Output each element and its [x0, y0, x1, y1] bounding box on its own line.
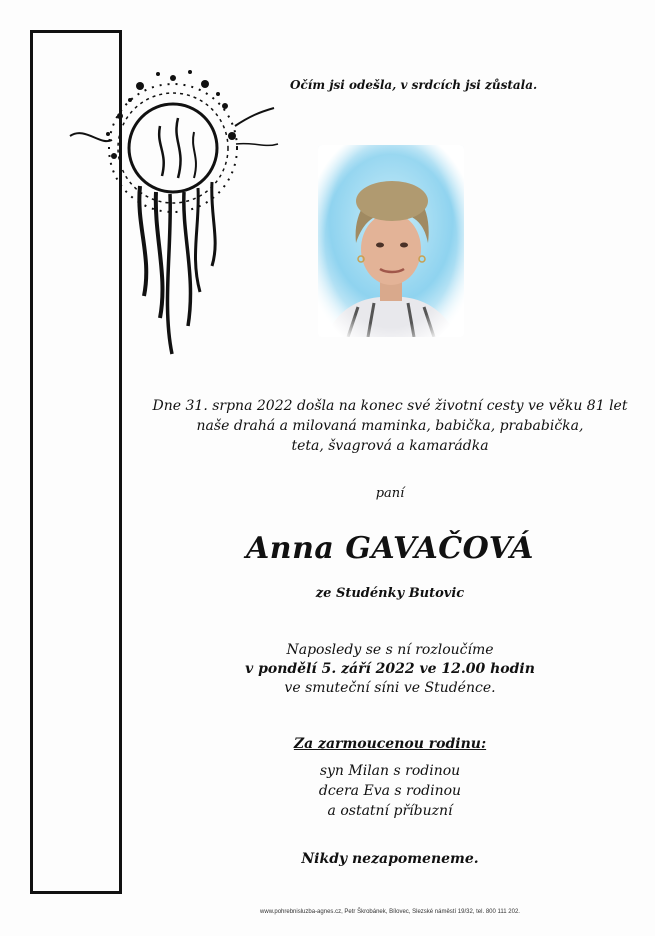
announcement-line: teta, švagrová a kamarádka [291, 438, 489, 454]
closing-line: Nikdy nezapomeneme. [301, 851, 479, 867]
ceremony-place: ve smuteční síni ve Studénce. [284, 680, 496, 696]
announcement-line: Dne 31. srpna 2022 došla na konec své životní cesty ve věku 81 let [152, 398, 628, 414]
memorial-motto: Očím jsi odešla, v srdcích jsi zůstala. [290, 78, 538, 92]
family-list [150, 761, 630, 821]
family-member: syn Milan s rodinou [319, 763, 461, 779]
family-heading: Za zarmoucenou rodinu: [293, 736, 487, 752]
death-announcement [150, 396, 630, 456]
announcement-line: naše drahá a milovaná maminka, babička, prababička, [196, 418, 584, 434]
ceremony-line: Naposledy se s ní rozloučíme [286, 642, 494, 658]
portrait-photo [318, 145, 464, 337]
funeral-service-footer: www.pohrebnisluzba-agnes.cz, Petr Škrobánek, Bílovec, Slezské náměstí 19/32, tel. 800 111 202. [260, 909, 520, 915]
honorific: paní [375, 486, 405, 501]
sun-ornament-icon [60, 56, 290, 366]
family-member: a ostatní příbuzní [327, 803, 453, 819]
family-member: dcera Eva s rodinou [318, 783, 462, 799]
funeral-details [150, 641, 630, 698]
deceased-origin: ze Studénky Butovic [315, 586, 465, 601]
deceased-name: Anna GAVAČOVÁ [246, 531, 534, 566]
ceremony-datetime: v pondělí 5. září 2022 ve 12.00 hodin [245, 661, 535, 677]
